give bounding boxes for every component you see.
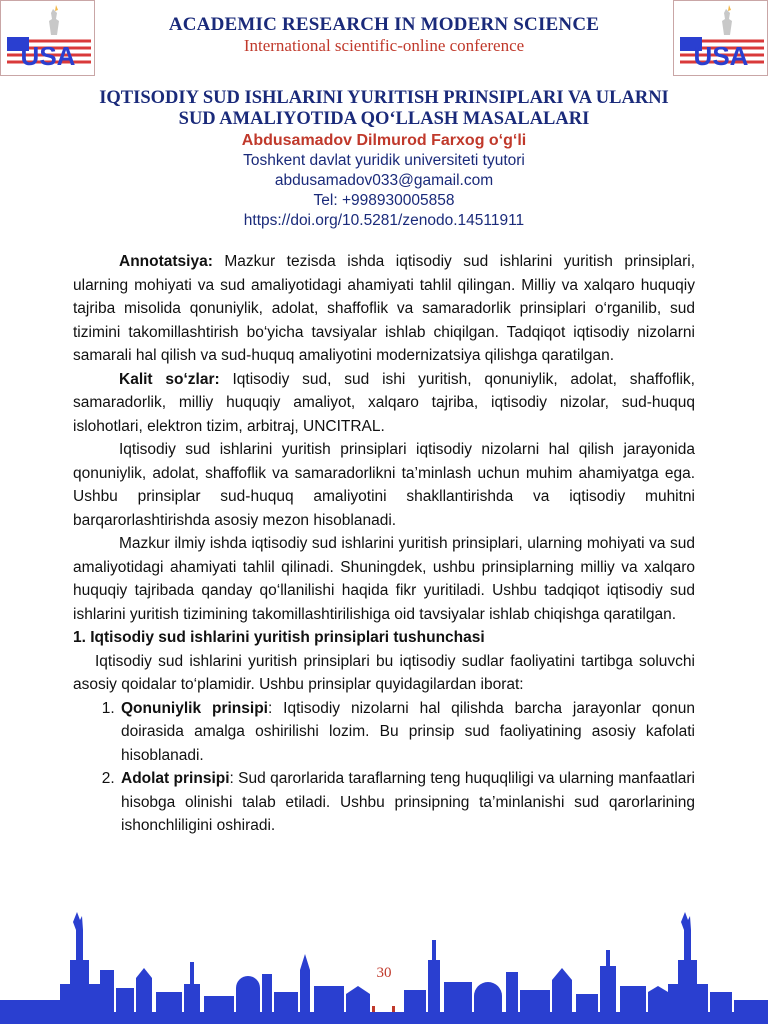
- usa-flag-logo-icon: [674, 1, 768, 76]
- keywords-paragraph: [73, 368, 695, 439]
- city-skyline-footer: [0, 900, 768, 1024]
- usa-logo-text: USA: [20, 41, 76, 71]
- annotation-text: Mazkur tezisda ishda iqtisodiy sud ishlarini yuritish prinsiplari, ularning mohiyati va sud amaliyotidagi ahamiyati tahlil qilingan. Milliy va xalqaro huquqiy tajriba misolida qonuniylik, adolat, shaffoflik va samaradorlik prinsiplari o‘rganilib, sud tizimini takomillashtirish bo‘yicha tavsiyalar ishlab chiqilgan. Tadqiqot iqtisodiy nizolarni samarali hal qilish va sud-huquq amaliyotini modernizatsiya qilishga qaratilgan.: [73, 253, 695, 364]
- article-body: [73, 250, 695, 838]
- doi-link[interactable]: https://doi.org/10.5281/zenodo.14511911: [243, 212, 525, 229]
- article-title-line1: IQTISODIY SUD ISHLARINI YURITISH PRINSIPLARI VA ULARNI: [99, 88, 669, 108]
- section-intro: Iqtisodiy sud ishlarini yuritish prinsiplari bu iqtisodiy sudlar faoliyatini tartibga soluvchi asosiy qoidalar to‘plamidir. Ushbu prinsiplar quyidagilardan iborat:: [73, 652, 695, 693]
- article-title-line2: SUD AMALIYOTIDA QO‘LLASH MASALALARI: [178, 109, 590, 129]
- article-title: [40, 88, 728, 130]
- section-heading: 1. Iqtisodiy sud ishlarini yuritish prinsiplari tushunchasi: [73, 629, 485, 646]
- list-item: [119, 767, 695, 838]
- author-affiliation: Toshkent davlat yuridik universiteti tyutori: [243, 152, 525, 169]
- list-item-text: : Iqtisodiy nizolarni hal qilishda barcha jarayonlar qonun doirasida amalga oshirilishi lozim. Bu prinsip sud faoliyatining asosiy kafolati hisoblanadi.: [121, 699, 695, 764]
- body-paragraph-1: Iqtisodiy sud ishlarini yuritish prinsiplari iqtisodiy nizolarni hal qilish jarayonida qonuniylik, adolat, shaffoflik va samaradorlikni ta’minlash uchun muhim ahamiyatga ega. Ushbu prinsiplar sud-huquq amaliyotini shakllantirishda va iqtisodiy muhitni barqarorlashtirishda asosiy mezon hisoblanadi.: [73, 441, 695, 529]
- list-item-label: Qonuniylik prinsipi: [121, 699, 268, 717]
- usa-logo-text: USA: [693, 41, 749, 71]
- annotation-paragraph: [73, 250, 695, 368]
- list-item-label: Adolat prinsipi: [121, 770, 230, 787]
- list-item-text: : Sud qarorlarida taraflarning teng huquqliligi va ularning manfaatlari hisobga olinishi talab etiladi. Ushbu prinsipning ta’minlanishi sud qarorlarining ishonchliligini oshiradi.: [121, 770, 696, 834]
- author-phone: Tel: +998930005858: [313, 192, 455, 209]
- usa-logo-right: [673, 0, 768, 76]
- conference-title: ACADEMIC RESEARCH IN MODERN SCIENCE: [168, 14, 600, 35]
- list-item: [119, 697, 695, 768]
- usa-logo-left: [0, 0, 95, 76]
- page-number: 30: [376, 965, 392, 981]
- keywords-text: Iqtisodiy sud, sud ishi yuritish, qonuniylik, adolat, shaffoflik, samaradorlik, milliy huquqiy amaliyot, xalqaro tajriba, iqtisodiy nizolar, sud-huquq islohotlari, elektron tizim, arbitraj, UNCITRAL.: [73, 370, 695, 435]
- usa-flag-logo-icon: [1, 1, 95, 76]
- annotation-label: Annotatsiya:: [119, 253, 213, 270]
- conference-subtitle: International scientific-online conference: [243, 36, 525, 55]
- principles-list: [73, 697, 695, 838]
- keywords-label: Kalit so‘zlar:: [119, 370, 220, 388]
- author-email: abdusamadov033@gamail.com: [274, 172, 494, 189]
- author-name: Abdusamadov Dilmurod Farxog o‘g‘li: [241, 132, 527, 149]
- body-paragraph-2: Mazkur ilmiy ishda iqtisodiy sud ishlarini yuritish prinsiplari, ularning mohiyati va sud amaliyotidagi ahamiyati tahlil qilinadi. Shuningdek, ushbu prinsiplarning milliy va xalqaro huquqiy tajribada qanday qo‘llanilishi haqida fikr yuritiladi. Ushbu tadqiqot iqtisodiy sud ishlarini yuritish tizimining takomillashtirilishiga oid tavsiyalar ishlab chiqishga qaratilgan.: [73, 535, 695, 623]
- conference-header: [0, 0, 768, 76]
